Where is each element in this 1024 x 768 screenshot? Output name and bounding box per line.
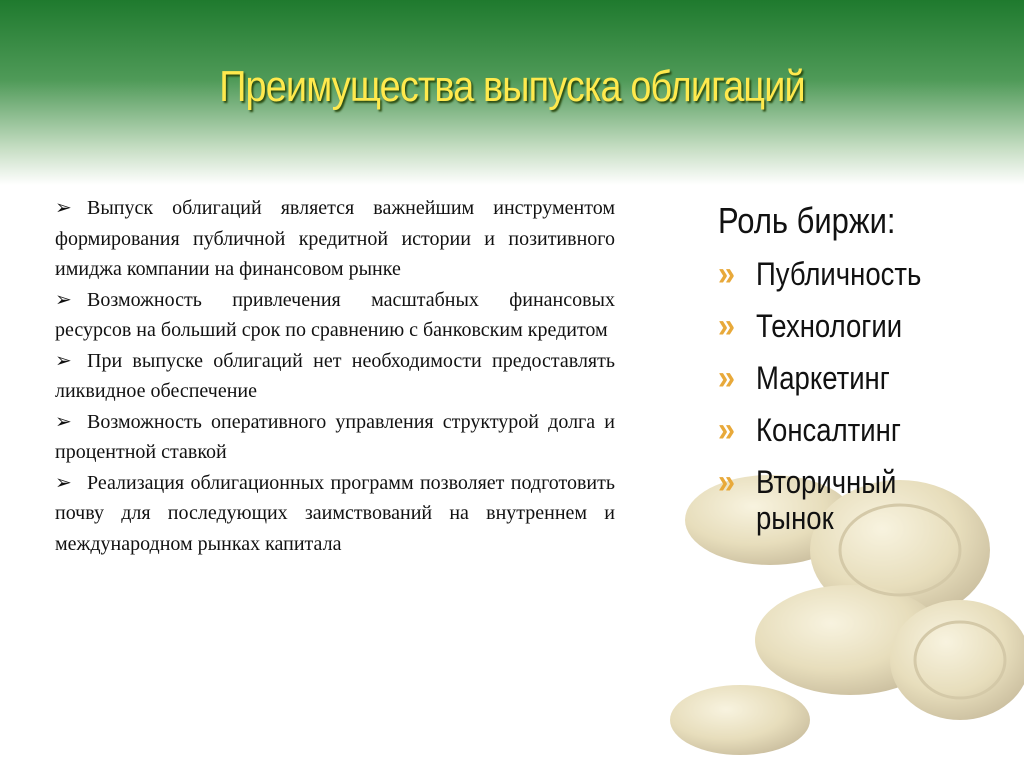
arrow-bullet-icon: ➢: [55, 197, 72, 219]
exchange-role-item: » Маркетинг: [718, 359, 890, 397]
double-chevron-icon: »: [718, 411, 736, 449]
exchange-role-heading: Роль биржи:: [718, 200, 896, 241]
double-chevron-icon: »: [718, 307, 736, 345]
double-chevron-icon: »: [718, 255, 736, 293]
double-chevron-icon: »: [718, 359, 736, 397]
arrow-bullet-icon: ➢: [55, 410, 72, 433]
arrow-bullet-icon: ➢: [55, 471, 72, 494]
exchange-role-item: » Технологии: [718, 307, 903, 345]
exchange-role-item: » Публичность: [718, 255, 922, 293]
double-chevron-icon: »: [718, 463, 736, 501]
list-item: ➢ Возможность привлечения масштабных финансовых ресурсов на больший срок по сравнению с банковским кредитом: [55, 285, 615, 346]
list-item: ➢ Реализация облигационных программ позволяет подготовить почву для последующих заимствований на внутреннем и международном рынках капитала: [55, 468, 615, 560]
exchange-role-item: » Консалтинг: [718, 411, 901, 449]
arrow-bullet-icon: ➢: [55, 349, 72, 372]
exchange-role-panel: [718, 200, 1018, 552]
arrow-bullet-icon: ➢: [55, 288, 72, 311]
slide-title: Преимущества выпуска облигаций: [219, 62, 805, 111]
advantages-list: [55, 193, 615, 559]
exchange-role-item: » Вторичный рынок: [718, 463, 897, 536]
list-item: ➢ Возможность оперативного управления структурой долга и процентной ставкой: [55, 407, 615, 468]
list-item: ➢ Выпуск облигаций является важнейшим инструментом формирования публичной кредитной истории и позитивного имиджа компании на финансовом рынке: [55, 193, 615, 285]
list-item: ➢ При выпуске облигаций нет необходимости предоставлять ликвидное обеспечение: [55, 346, 615, 407]
